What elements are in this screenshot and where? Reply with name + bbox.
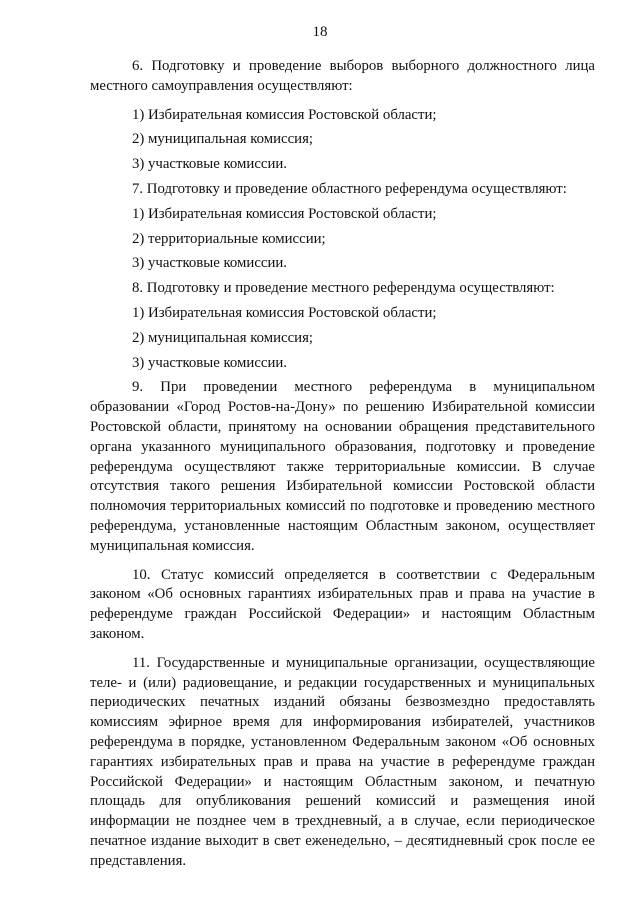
paragraph-8: 8. Подготовку и проведение местного референдума осуществляют: bbox=[132, 280, 555, 297]
list-item-8-3: 3) участковые комиссии. bbox=[132, 354, 288, 371]
list-item-6-2: 2) муниципальная комиссия; bbox=[132, 131, 314, 148]
paragraph-6: 6. Подготовку и проведение выборов выборного должностного лица местного самоуправления осуществляют: bbox=[90, 58, 595, 94]
list-item-7-2: 2) территориальные комиссии; bbox=[132, 230, 326, 247]
paragraph-10: 10. Статус комиссий определяется в соответствии с Федеральным законом «Об основных гарантиях избирательных прав и права на участие в референдуме граждан Российской Федерации» и настоящим Областным законом. bbox=[90, 566, 595, 642]
list-item-8-1: 1) Избирательная комиссия Ростовской области; bbox=[132, 304, 437, 321]
paragraph-9: 9. При проведении местного референдума в муниципальном образовании «Город Ростов-на-Дону» по решению Избирательной комиссии Ростовской области, принятому на основании обращения представительного органа указанного муниципального образования, подготовку и проведение референдума осуществляют также территориальные комиссии. В случае отсутствия такого решения Избирательной комиссии Ростовской области полномочия территориальных комиссий по подготовке и проведению местного референдума, установленные настоящим Областным законом, осуществляет муниципальная комиссия. bbox=[90, 379, 595, 554]
document-body bbox=[90, 57, 595, 880]
list-item-6-1: 1) Избирательная комиссия Ростовской области; bbox=[132, 106, 437, 123]
list-item-7-3: 3) участковые комиссии. bbox=[132, 255, 288, 272]
page-number: 18 bbox=[312, 24, 328, 40]
paragraph-11: 11. Государственные и муниципальные организации, осуществляющие теле- и (или) радиовещание, и редакции государственных и муниципальных периодических печатных изданий обязаны безвозмездно предоставлять комиссиям эфирное время для информирования избирателей, участников референдума в порядке, установленном Федеральным законом «Об основных гарантиях избирательных прав и права на участие в референдуме граждан Российской Федерации» и настоящим Областным законом, и печатную площадь для опубликования решений комиссий и размещения иной информации не позднее чем в трехдневный, а в случае, если периодическое печатное издание выходит в свет еженедельно, – десятидневный срок после ее представления. bbox=[90, 654, 595, 869]
list-item-7-1: 1) Избирательная комиссия Ростовской области; bbox=[132, 205, 437, 222]
list-item-6-3: 3) участковые комиссии. bbox=[132, 156, 288, 173]
list-item-8-2: 2) муниципальная комиссия; bbox=[132, 329, 314, 346]
paragraph-7: 7. Подготовку и проведение областного референдума осуществляют: bbox=[132, 180, 567, 197]
